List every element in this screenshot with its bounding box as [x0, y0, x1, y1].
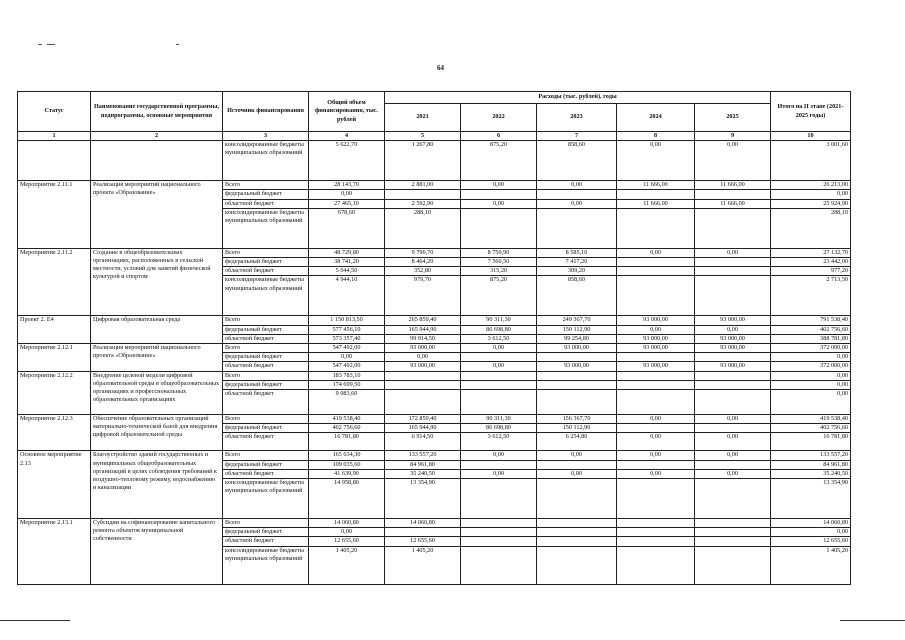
- header-name: Наименование государственной программы, подпрограммы, основные мероприятия: [91, 92, 223, 132]
- source-cell: областной бюджет: [223, 433, 309, 451]
- stage-total-cell: 3 001,60: [771, 141, 851, 181]
- value-2022: 3 612,50: [461, 334, 537, 343]
- value-2023: 6 254,80: [537, 433, 617, 451]
- stage-total-cell: 27 132,70: [771, 248, 851, 257]
- header-year-2021: 2021: [385, 104, 461, 132]
- stage-total-cell: 35 240,50: [771, 469, 851, 478]
- column-number: 1: [18, 132, 91, 141]
- value-2023: [537, 353, 617, 362]
- value-2023: [537, 208, 617, 248]
- value-2024: 0,00: [617, 141, 695, 181]
- value-2025: [695, 276, 771, 316]
- status-cell: Мероприятие 2.12.3: [18, 415, 91, 451]
- total-cell: 41 639,90: [309, 469, 385, 478]
- value-2021: 12 655,60: [385, 537, 461, 546]
- name-cell: Внедрение целевой модели цифровой образовательной среды в общеобразовательных организациях и профессиональных образовательных организациях: [91, 371, 223, 414]
- stage-total-cell: 0,00: [771, 190, 851, 199]
- table-row: [18, 141, 851, 181]
- total-cell: 419 538,40: [309, 415, 385, 424]
- name-cell: Цифровая образовательная среда: [91, 316, 223, 344]
- stage-total-cell: 388 781,80: [771, 334, 851, 343]
- stage-total-cell: 2 713,50: [771, 276, 851, 316]
- value-2024: 0,00: [617, 325, 695, 334]
- value-2023: 8 585,10: [537, 248, 617, 257]
- total-cell: 165 634,30: [309, 451, 385, 460]
- value-2024: 0,00: [617, 451, 695, 460]
- source-cell: федеральный бюджет: [223, 460, 309, 469]
- total-cell: 547 492,00: [309, 344, 385, 353]
- scan-edge: [840, 620, 905, 621]
- value-2023: [537, 479, 617, 519]
- stage-total-cell: 402 756,60: [771, 325, 851, 334]
- value-2022: 315,20: [461, 267, 537, 276]
- value-2025: [695, 208, 771, 248]
- value-2021: 0,00: [385, 353, 461, 362]
- stage-total-cell: 0,00: [771, 528, 851, 537]
- table-row: [18, 181, 851, 190]
- value-2024: [617, 537, 695, 546]
- value-2025: 93 000,00: [695, 362, 771, 371]
- source-cell: областной бюджет: [223, 390, 309, 415]
- table-row: [18, 248, 851, 257]
- stage-total-cell: 13 354,90: [771, 479, 851, 519]
- column-number: 8: [617, 132, 695, 141]
- value-2023: 858,60: [537, 141, 617, 181]
- total-cell: 16 781,80: [309, 433, 385, 451]
- value-2022: [461, 371, 537, 380]
- value-2025: 93 000,00: [695, 334, 771, 343]
- total-cell: 14 958,80: [309, 479, 385, 519]
- value-2022: [461, 353, 537, 362]
- value-2021: 93 000,00: [385, 362, 461, 371]
- value-2021: 1 405,20: [385, 546, 461, 584]
- value-2021: 352,80: [385, 267, 461, 276]
- table-row: [18, 316, 851, 325]
- value-2023: 0,00: [537, 451, 617, 460]
- total-cell: 183 783,10: [309, 371, 385, 380]
- value-2023: [537, 546, 617, 584]
- total-cell: 174 699,50: [309, 380, 385, 389]
- value-2022: 0,00: [461, 181, 537, 190]
- value-2024: [617, 479, 695, 519]
- column-number: 6: [461, 132, 537, 141]
- stage-total-cell: 84 961,80: [771, 460, 851, 469]
- total-cell: 1 150 813,50: [309, 316, 385, 325]
- name-cell: Обеспечение образовательных организаций материально-технической базой для внедрения цифровой образовательной среды: [91, 415, 223, 451]
- stage-total-cell: 0,00: [771, 371, 851, 380]
- total-cell: 9 083,60: [309, 390, 385, 415]
- source-cell: федеральный бюджет: [223, 353, 309, 362]
- stage-total-cell: 14 060,80: [771, 519, 851, 528]
- value-2025: [695, 390, 771, 415]
- value-2024: 93 000,00: [617, 334, 695, 343]
- scan-mark: [47, 44, 55, 45]
- value-2021: 2 592,90: [385, 199, 461, 208]
- value-2022: [461, 519, 537, 528]
- stage-total-cell: 0,00: [771, 390, 851, 415]
- value-2021: 84 961,80: [385, 460, 461, 469]
- total-cell: 5 044,50: [309, 267, 385, 276]
- table-row: [18, 451, 851, 460]
- page-number: 64: [437, 64, 444, 72]
- value-2022: 90 311,30: [461, 415, 537, 424]
- value-2025: [695, 380, 771, 389]
- source-cell: областной бюджет: [223, 469, 309, 478]
- source-cell: федеральный бюджет: [223, 528, 309, 537]
- value-2021: 8 464,20: [385, 258, 461, 267]
- value-2025: 0,00: [695, 469, 771, 478]
- total-cell: 14 060,80: [309, 519, 385, 528]
- value-2023: [537, 390, 617, 415]
- value-2021: 99 914,50: [385, 334, 461, 343]
- total-cell: 0,00: [309, 528, 385, 537]
- total-cell: 0,00: [309, 190, 385, 199]
- source-cell: Всего: [223, 248, 309, 257]
- value-2021: 35 240,50: [385, 469, 461, 478]
- value-2025: [695, 546, 771, 584]
- total-cell: 402 756,60: [309, 424, 385, 433]
- value-2025: [695, 371, 771, 380]
- value-2022: 90 311,30: [461, 316, 537, 325]
- stage-total-cell: 372 000,00: [771, 344, 851, 353]
- value-2021: 14 060,80: [385, 519, 461, 528]
- value-2025: 11 666,00: [695, 199, 771, 208]
- value-2021: 288,10: [385, 208, 461, 248]
- total-cell: 109 035,60: [309, 460, 385, 469]
- source-cell: областной бюджет: [223, 334, 309, 343]
- stage-total-cell: 0,00: [771, 353, 851, 362]
- value-2023: [537, 528, 617, 537]
- total-cell: 28 143,70: [309, 181, 385, 190]
- value-2023: 150 112,90: [537, 424, 617, 433]
- source-cell: федеральный бюджет: [223, 258, 309, 267]
- scan-mark: [38, 44, 42, 45]
- name-cell: Создание в общеобразовательных организациях, расположенных в сельской местности, условий для занятий физической культурой и спортом: [91, 248, 223, 316]
- value-2025: 93 000,00: [695, 344, 771, 353]
- value-2024: 93 000,00: [617, 362, 695, 371]
- value-2022: 3 612,50: [461, 433, 537, 451]
- value-2022: 0,00: [461, 344, 537, 353]
- value-2022: [461, 208, 537, 248]
- stage-total-cell: 1 405,20: [771, 546, 851, 584]
- value-2025: 0,00: [695, 141, 771, 181]
- value-2024: 0,00: [617, 248, 695, 257]
- total-cell: 577 456,10: [309, 325, 385, 334]
- column-number: 9: [695, 132, 771, 141]
- stage-total-cell: 12 655,60: [771, 537, 851, 546]
- value-2022: [461, 479, 537, 519]
- stage-total-cell: 977,20: [771, 267, 851, 276]
- value-2025: [695, 267, 771, 276]
- value-2024: 93 000,00: [617, 316, 695, 325]
- value-2022: 0,00: [461, 469, 537, 478]
- column-number: 10: [771, 132, 851, 141]
- stage-total-cell: 26 213,00: [771, 181, 851, 190]
- value-2021: 1 267,80: [385, 141, 461, 181]
- value-2024: [617, 546, 695, 584]
- source-cell: консолидированные бюджеты муниципальных образований: [223, 208, 309, 248]
- stage-total-cell: 419 538,40: [771, 415, 851, 424]
- value-2025: 0,00: [695, 451, 771, 460]
- value-2021: 172 859,40: [385, 415, 461, 424]
- value-2023: 99 254,80: [537, 334, 617, 343]
- value-2022: [461, 528, 537, 537]
- total-cell: 48 729,80: [309, 248, 385, 257]
- value-2024: [617, 208, 695, 248]
- value-2025: 93 000,00: [695, 316, 771, 325]
- value-2024: [617, 519, 695, 528]
- value-2025: 0,00: [695, 325, 771, 334]
- scan-edge: [0, 620, 70, 621]
- column-number: 7: [537, 132, 617, 141]
- value-2023: [537, 380, 617, 389]
- value-2024: [617, 353, 695, 362]
- value-2021: 165 944,90: [385, 325, 461, 334]
- value-2021: [385, 390, 461, 415]
- value-2022: 86 698,80: [461, 325, 537, 334]
- value-2021: 93 000,00: [385, 344, 461, 353]
- stage-total-cell: 402 756,60: [771, 424, 851, 433]
- stage-total-cell: 16 781,80: [771, 433, 851, 451]
- value-2022: [461, 546, 537, 584]
- value-2021: 165 944,90: [385, 424, 461, 433]
- column-number: 2: [91, 132, 223, 141]
- name-cell: Субсидии на софинансирование капитального ремонта объектов муниципальной собственности: [91, 519, 223, 585]
- status-cell: Основное мероприятие 2.13: [18, 451, 91, 519]
- stage-total-cell: 0,00: [771, 380, 851, 389]
- value-2022: [461, 460, 537, 469]
- value-2023: 150 112,90: [537, 325, 617, 334]
- header-year-2025: 2025: [695, 104, 771, 132]
- value-2021: 2 881,00: [385, 181, 461, 190]
- value-2023: [537, 371, 617, 380]
- total-cell: 573 357,40: [309, 334, 385, 343]
- stage-total-cell: 133 557,20: [771, 451, 851, 460]
- source-cell: консолидированные бюджеты муниципальных образований: [223, 276, 309, 316]
- value-2025: 0,00: [695, 415, 771, 424]
- status-cell: Мероприятие 2.11.2: [18, 248, 91, 316]
- value-2023: 309,20: [537, 267, 617, 276]
- status-cell: Мероприятие 2.12.2: [18, 371, 91, 414]
- header-year-2023: 2023: [537, 104, 617, 132]
- value-2025: [695, 479, 771, 519]
- source-cell: Всего: [223, 415, 309, 424]
- header-stage-total: Итого на II этапе (2021-2025 годы): [771, 92, 851, 132]
- value-2025: [695, 190, 771, 199]
- name-cell: Реализация мероприятий национального проекта «Образование»: [91, 181, 223, 249]
- value-2023: 0,00: [537, 181, 617, 190]
- value-2022: [461, 190, 537, 199]
- value-2022: 8 750,90: [461, 248, 537, 257]
- value-2025: [695, 424, 771, 433]
- value-2023: [537, 460, 617, 469]
- value-2023: 93 000,00: [537, 344, 617, 353]
- table-row: [18, 519, 851, 528]
- value-2021: 979,70: [385, 276, 461, 316]
- stage-total-cell: 23 442,00: [771, 258, 851, 267]
- value-2021: 133 557,20: [385, 451, 461, 460]
- value-2023: 7 417,20: [537, 258, 617, 267]
- total-cell: 12 655,60: [309, 537, 385, 546]
- status-cell: [18, 141, 91, 181]
- value-2025: [695, 519, 771, 528]
- value-2025: 0,00: [695, 433, 771, 451]
- source-cell: Всего: [223, 316, 309, 325]
- total-cell: 0,00: [309, 353, 385, 362]
- status-cell: Проект 2. Е4: [18, 316, 91, 344]
- value-2022: 7 560,50: [461, 258, 537, 267]
- total-cell: 547 492,00: [309, 362, 385, 371]
- value-2024: 0,00: [617, 415, 695, 424]
- value-2021: 9 796,70: [385, 248, 461, 257]
- header-year-2022: 2022: [461, 104, 537, 132]
- header-source: Источник финансирования: [223, 92, 309, 132]
- scan-mark: [176, 44, 179, 45]
- value-2021: 265 859,40: [385, 316, 461, 325]
- value-2022: [461, 380, 537, 389]
- value-2022: 875,20: [461, 276, 537, 316]
- source-cell: Всего: [223, 519, 309, 528]
- stage-total-cell: 791 538,40: [771, 316, 851, 325]
- total-cell: 4 944,10: [309, 276, 385, 316]
- value-2021: 6 914,50: [385, 433, 461, 451]
- value-2023: 93 000,00: [537, 362, 617, 371]
- name-cell: [91, 141, 223, 181]
- source-cell: Всего: [223, 344, 309, 353]
- value-2025: 11 666,00: [695, 181, 771, 190]
- value-2022: [461, 537, 537, 546]
- value-2024: [617, 528, 695, 537]
- table-body: [18, 141, 851, 584]
- budget-table: [17, 91, 851, 585]
- header-year-2024: 2024: [617, 104, 695, 132]
- status-cell: Мероприятие 2.11.1: [18, 181, 91, 249]
- source-cell: Всего: [223, 181, 309, 190]
- source-cell: областной бюджет: [223, 537, 309, 546]
- header-expenses: Расходы (тыс. рублей), годы: [385, 92, 771, 104]
- value-2025: [695, 460, 771, 469]
- name-cell: Реализация мероприятий национального проекта «Образование»: [91, 344, 223, 372]
- status-cell: Мероприятие 2.12.1: [18, 344, 91, 372]
- value-2024: [617, 460, 695, 469]
- value-2024: 11 666,00: [617, 199, 695, 208]
- value-2023: 0,00: [537, 199, 617, 208]
- value-2025: [695, 258, 771, 267]
- value-2024: [617, 190, 695, 199]
- source-cell: федеральный бюджет: [223, 325, 309, 334]
- column-number: 5: [385, 132, 461, 141]
- total-cell: 678,60: [309, 208, 385, 248]
- source-cell: консолидированные бюджеты муниципальных образований: [223, 546, 309, 584]
- status-cell: Мероприятие 2.13.1: [18, 519, 91, 585]
- value-2022: 875,20: [461, 141, 537, 181]
- stage-total-cell: 25 924,90: [771, 199, 851, 208]
- total-cell: 27 465,10: [309, 199, 385, 208]
- header-status: Статус: [18, 92, 91, 132]
- stage-total-cell: 288,10: [771, 208, 851, 248]
- value-2023: [537, 537, 617, 546]
- value-2023: 858,60: [537, 276, 617, 316]
- source-cell: областной бюджет: [223, 362, 309, 371]
- value-2025: [695, 537, 771, 546]
- source-cell: областной бюджет: [223, 199, 309, 208]
- value-2022: [461, 390, 537, 415]
- total-cell: 38 741,20: [309, 258, 385, 267]
- value-2022: 0,00: [461, 451, 537, 460]
- total-cell: 5 622,70: [309, 141, 385, 181]
- value-2023: [537, 519, 617, 528]
- source-cell: областной бюджет: [223, 267, 309, 276]
- value-2024: [617, 258, 695, 267]
- value-2023: 0,00: [537, 469, 617, 478]
- value-2023: 156 367,70: [537, 415, 617, 424]
- header-total: Общий объем финансирования, тыс. рублей: [309, 92, 385, 132]
- value-2022: 0,00: [461, 362, 537, 371]
- value-2024: [617, 267, 695, 276]
- name-cell: Благоустройство зданий государственных и муниципальных общеобразовательных организаций в целях соблюдения требований к воздушно-тепловому режиму, водоснабжению и канализации: [91, 451, 223, 519]
- source-cell: Всего: [223, 451, 309, 460]
- value-2022: 86 698,80: [461, 424, 537, 433]
- column-number: 4: [309, 132, 385, 141]
- table-row: [18, 415, 851, 424]
- source-cell: консолидированные бюджеты муниципальных образований: [223, 479, 309, 519]
- total-cell: 1 405,20: [309, 546, 385, 584]
- source-cell: федеральный бюджет: [223, 424, 309, 433]
- value-2024: [617, 276, 695, 316]
- value-2025: [695, 528, 771, 537]
- stage-total-cell: 372 000,00: [771, 362, 851, 371]
- column-number-row: [18, 132, 851, 141]
- value-2024: 0,00: [617, 433, 695, 451]
- source-cell: федеральный бюджет: [223, 380, 309, 389]
- value-2024: 0,00: [617, 469, 695, 478]
- value-2024: [617, 424, 695, 433]
- value-2023: [537, 190, 617, 199]
- table-row: [18, 371, 851, 380]
- value-2021: [385, 528, 461, 537]
- table-row: [18, 344, 851, 353]
- value-2021: [385, 371, 461, 380]
- value-2023: 249 367,70: [537, 316, 617, 325]
- value-2024: [617, 390, 695, 415]
- value-2024: [617, 371, 695, 380]
- value-2024: 11 666,00: [617, 181, 695, 190]
- value-2022: 0,00: [461, 199, 537, 208]
- value-2024: 93 000,00: [617, 344, 695, 353]
- source-cell: консолидированные бюджеты муниципальных образований: [223, 141, 309, 181]
- source-cell: федеральный бюджет: [223, 190, 309, 199]
- value-2024: [617, 380, 695, 389]
- value-2021: 13 354,90: [385, 479, 461, 519]
- value-2025: [695, 353, 771, 362]
- value-2021: [385, 190, 461, 199]
- value-2021: [385, 380, 461, 389]
- source-cell: Всего: [223, 371, 309, 380]
- value-2025: 0,00: [695, 248, 771, 257]
- column-number: 3: [223, 132, 309, 141]
